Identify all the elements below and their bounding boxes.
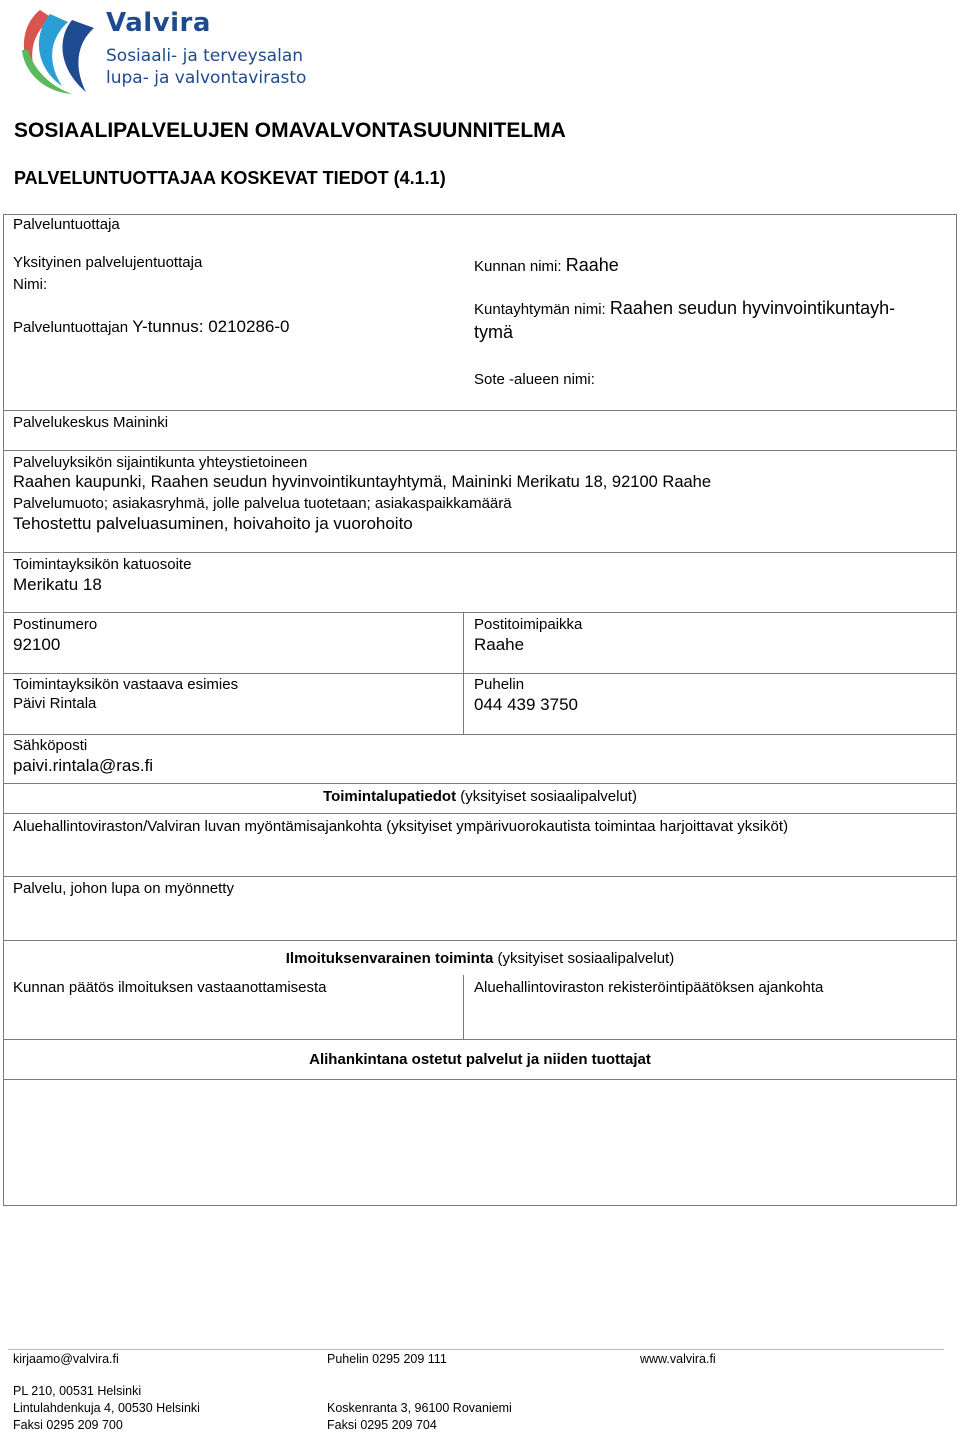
notice-heading: [0, 950, 960, 967]
location-label: Palveluyksikön sijaintikunta yhteystietoineen: [13, 454, 308, 471]
footer-fax-2: Faksi 0295 209 704: [327, 1418, 437, 1432]
permit-date-label: Aluehallintoviraston/Valviran luvan myöntämisajankohta (yksityiset ympärivuorokautista toimintaa harjoittavat yksiköt): [13, 818, 789, 835]
ytunnus-label: Palveluntuottajan: [13, 319, 133, 336]
ytunnus-row: [13, 317, 290, 337]
kuntayhtyma-value: Raahen seudun hyvinvointikuntayh-: [609, 298, 896, 318]
manager-label: Toimintayksikön vastaava esimies: [13, 676, 239, 693]
email-value: paivi.rintala@ras.fi: [13, 756, 154, 775]
kuntayhtyma-row: [474, 298, 895, 319]
name-label: Nimi:: [13, 276, 48, 293]
footer-phone: Puhelin 0295 209 111: [327, 1352, 447, 1366]
postal-value: 92100: [13, 635, 61, 654]
service-form-value: Tehostettu palveluasuminen, hoivahoito ja vuorohoito: [13, 514, 413, 533]
kunta-row: [474, 255, 619, 276]
notice-heading-bold: Ilmoituksenvarainen toiminta: [285, 950, 494, 967]
permit-heading-bold: Toimintalupatiedot: [323, 788, 457, 805]
footer-email[interactable]: kirjaamo@valvira.fi: [13, 1352, 119, 1366]
footer-address-2: Lintulahdenkuja 4, 00530 Helsinki: [13, 1401, 200, 1415]
kuntayhtyma-value-cont: tymä: [474, 322, 514, 342]
email-label: Sähköposti: [13, 737, 88, 754]
address-label: Toimintayksikön katuosoite: [13, 556, 192, 573]
city-label: Postitoimipaikka: [474, 616, 583, 633]
notice-right-label: Aluehallintoviraston rekisteröintipäätöksen ajankohta: [474, 979, 824, 996]
kunta-label: Kunnan nimi:: [474, 258, 566, 275]
notice-left-label: Kunnan päätös ilmoituksen vastaanottamisesta: [13, 979, 327, 996]
kunta-value: Raahe: [565, 255, 619, 275]
permit-heading-rest: (yksityiset sosiaalipalvelut): [456, 788, 637, 805]
unit-name: Palvelukeskus Maininki: [13, 414, 169, 431]
postal-label: Postinumero: [13, 616, 98, 633]
manager-value: Päivi Rintala: [13, 695, 97, 712]
valvira-logo-icon: [10, 6, 102, 98]
sote-label: Sote -alueen nimi:: [474, 371, 595, 388]
permit-heading: [0, 788, 960, 805]
logo-name: Valvira: [106, 8, 211, 38]
kuntayhtyma-label: Kuntayhtymän nimi:: [474, 301, 610, 318]
ytunnus-value: Y-tunnus: 0210286-0: [132, 317, 290, 336]
footer-address-1: PL 210, 00531 Helsinki: [13, 1384, 142, 1398]
footer-divider: [8, 1349, 944, 1350]
document-subtitle: PALVELUNTUOTTAJAA KOSKEVAT TIEDOT (4.1.1): [14, 168, 446, 188]
permit-service-label: Palvelu, johon lupa on myönnetty: [13, 880, 234, 897]
footer-address-3: Koskenranta 3, 96100 Rovaniemi: [327, 1401, 512, 1415]
phone-label: Puhelin: [474, 676, 525, 693]
service-form-label: Palvelumuoto; asiakasryhmä, jolle palvelua tuotetaan; asiakaspaikkamäärä: [13, 495, 512, 512]
notice-heading-rest: (yksityiset sosiaalipalvelut): [493, 950, 675, 967]
footer-web[interactable]: www.valvira.fi: [640, 1352, 716, 1366]
subcontract-heading: Alihankintana ostetut palvelut ja niiden tuottajat: [309, 1051, 651, 1068]
city-value: Raahe: [474, 635, 525, 654]
logo-subtitle-2: lupa- ja valvontavirasto: [106, 68, 307, 88]
provider-heading: Palveluntuottaja: [13, 216, 120, 233]
footer-fax-1: Faksi 0295 209 700: [13, 1418, 123, 1432]
document-title: SOSIAALIPALVELUJEN OMAVALVONTASUUNNITELMA: [14, 119, 566, 142]
address-value: Merikatu 18: [13, 575, 102, 594]
logo-subtitle-1: Sosiaali- ja terveysalan: [106, 46, 304, 66]
location-value: Raahen kaupunki, Raahen seudun hyvinvointikuntayhtymä, Maininki Merikatu 18, 92100 Raahe: [13, 473, 712, 491]
private-provider-label: Yksityinen palvelujentuottaja: [13, 254, 203, 271]
phone-value: 044 439 3750: [474, 695, 578, 714]
